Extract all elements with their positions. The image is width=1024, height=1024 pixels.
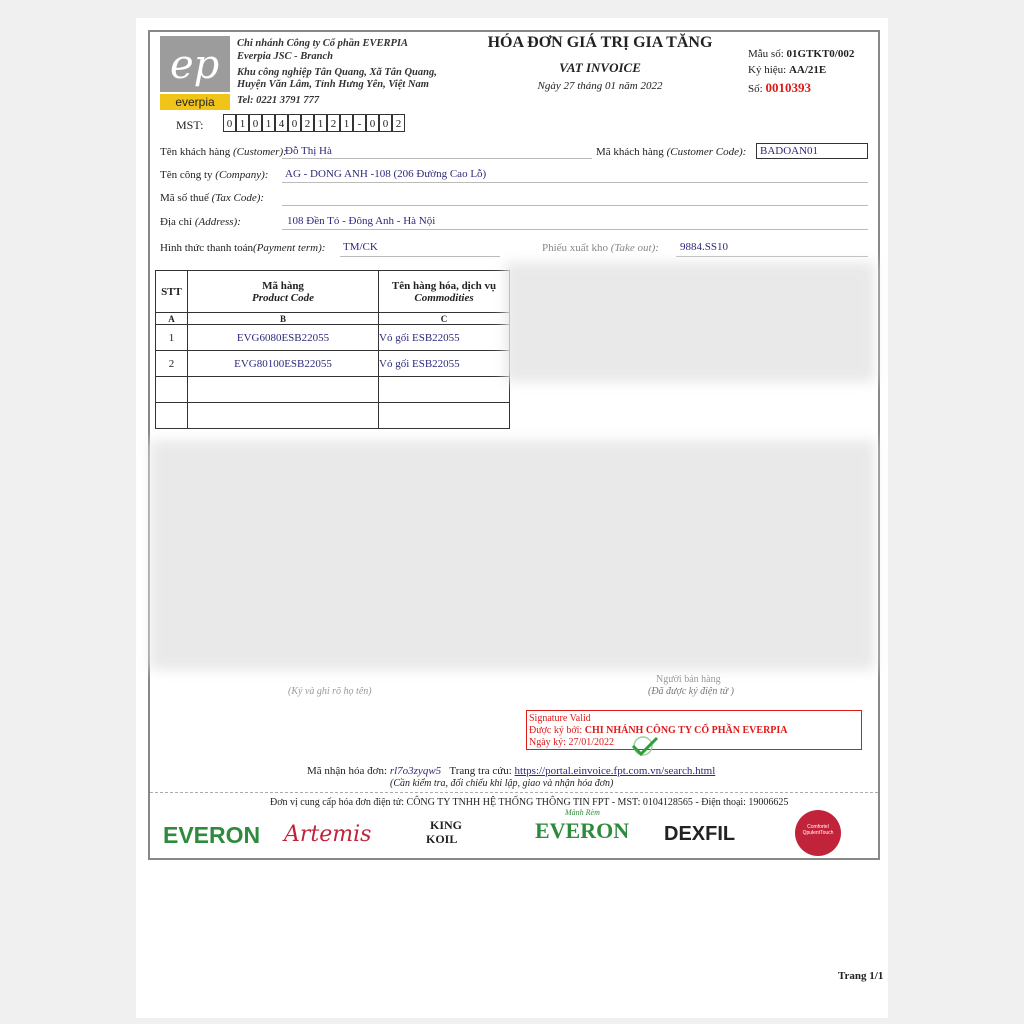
company-label: Tên công ty (Company): bbox=[160, 169, 269, 181]
everpia-logo bbox=[160, 36, 230, 110]
king-logo: KING bbox=[430, 818, 463, 832]
buyer-signature-note: (Ký và ghi rõ họ tên) bbox=[288, 686, 372, 697]
provider-info: Đơn vị cung cấp hóa đơn điện tử: CÔNG TY TNHH HỆ THỐNG THÔNG TIN FPT - MST: 0104128565 - Điện thoại: 19006625 bbox=[270, 797, 789, 808]
page-indicator: Trang 1/1 bbox=[838, 970, 884, 982]
customer-name-value: Đỗ Thị Hà bbox=[285, 145, 332, 157]
blurred-columns bbox=[505, 262, 875, 382]
mst-digit: 1 bbox=[236, 114, 249, 132]
col-name-header: Tên hàng hóa, dịch vụ Commodities bbox=[379, 271, 510, 313]
items-table bbox=[155, 270, 510, 429]
seller-label: Người bán hàng bbox=[656, 674, 721, 685]
logo-wordmark: everpia bbox=[175, 95, 215, 109]
koil-logo: KOIL bbox=[426, 832, 458, 846]
invoice-number: Số: 0010393 bbox=[748, 80, 811, 95]
svg-text:ep: ep bbox=[170, 42, 220, 88]
lookup-note: (Cần kiểm tra, đối chiếu khi lập, giao và nhận hóa đơn) bbox=[390, 778, 614, 789]
serial-number: Ký hiệu: AA/21E bbox=[748, 64, 827, 76]
comfortel-logo: Comfortel QpulentTouch bbox=[795, 810, 841, 856]
lookup-code: rl7o3zyqw5 bbox=[389, 765, 442, 777]
col-b-letter: B bbox=[188, 313, 379, 325]
blurred-totals bbox=[150, 440, 875, 670]
mst-digit: 2 bbox=[301, 114, 314, 132]
col-stt-header: STT bbox=[156, 271, 188, 313]
mst-digit: 0 bbox=[288, 114, 301, 132]
customer-name-label: Tên khách hàng (Customer): bbox=[160, 146, 287, 158]
seller-signature-note: (Đã được ký điện tử ) bbox=[648, 686, 734, 697]
company-address-1: Khu công nghiệp Tân Quang, Xã Tân Quang, bbox=[237, 67, 437, 78]
lookup-line: Mã nhận hóa đơn: rl7o3zyqw5 Trang tra cứu: https://portal.einvoice.fpt.com.vn/search.html bbox=[307, 765, 716, 777]
customer-code-field: BADOAN01 bbox=[756, 143, 868, 159]
artemis-logo: Artemis bbox=[284, 822, 372, 847]
ep-logo-icon bbox=[166, 40, 224, 88]
company-value: AG - DONG ANH -108 (206 Đường Cao Lỗ) bbox=[285, 168, 487, 180]
table-row: 1 EVG6080ESB22055 Vỏ gối ESB22055 bbox=[156, 325, 510, 351]
mst-digit: 4 bbox=[275, 114, 288, 132]
customer-code-label: Mã khách hàng (Customer Code): bbox=[596, 146, 747, 158]
col-c-letter: C bbox=[379, 313, 510, 325]
tax-code-label: Mã số thuế (Tax Code): bbox=[160, 192, 265, 204]
invoice-subtitle: VAT INVOICE bbox=[559, 60, 641, 75]
address-label: Địa chỉ (Address): bbox=[160, 216, 241, 228]
company-tel: Tel: 0221 3791 777 bbox=[237, 95, 320, 106]
col-a-letter: A bbox=[156, 313, 188, 325]
signature-valid: Signature Valid bbox=[529, 713, 591, 724]
table-row: 2 EVG80100ESB22055 Vỏ gối ESB22055 bbox=[156, 351, 510, 377]
invoice-title: HÓA ĐƠN GIÁ TRỊ GIA TĂNG bbox=[487, 34, 713, 51]
address-value: 108 Đền Tó - Đông Anh - Hà Nội bbox=[287, 215, 436, 227]
payment-term-value: TM/CK bbox=[343, 241, 378, 253]
form-number: Mẫu số: 01GTKT0/002 bbox=[748, 48, 855, 60]
company-branch: Chi nhánh Công ty Cổ phần EVERPIA bbox=[237, 38, 408, 49]
mst-digit: 1 bbox=[314, 114, 327, 132]
dexfil-logo: DEXFIL bbox=[664, 823, 736, 845]
mst-digit: 2 bbox=[327, 114, 340, 132]
take-out-value: 9884.SS10 bbox=[680, 241, 728, 253]
mst-digit: 1 bbox=[340, 114, 353, 132]
mst-digit: 0 bbox=[366, 114, 379, 132]
take-out-label: Phiếu xuất kho (Take out): bbox=[542, 242, 659, 254]
mst-digit: 0 bbox=[249, 114, 262, 132]
payment-term-label: Hình thức thanh toán(Payment term): bbox=[160, 242, 326, 254]
company-branch-en: Everpia JSC - Branch bbox=[237, 51, 333, 62]
manh-rem-label: Mành Rèm bbox=[565, 808, 600, 817]
col-code-header: Mã hàng Product Code bbox=[188, 271, 379, 313]
invoice-date: Ngày 27 tháng 01 năm 2022 bbox=[537, 80, 663, 92]
mst-digit: 1 bbox=[262, 114, 275, 132]
everon-logo: EVERON bbox=[163, 822, 261, 848]
mst-digit: - bbox=[353, 114, 366, 132]
sign-date: Ngày ký: 27/01/2022 bbox=[529, 737, 614, 748]
everon-rem-logo: EVERON bbox=[535, 818, 630, 843]
signed-by: Được ký bởi: CHI NHÁNH CÔNG TY CỔ PHẦN EVERPIA bbox=[529, 725, 788, 736]
mst-digit: 0 bbox=[223, 114, 236, 132]
signature-valid-box bbox=[526, 710, 862, 750]
company-address-2: Huyện Văn Lâm, Tỉnh Hưng Yên, Việt Nam bbox=[237, 79, 429, 90]
mst-digit: 0 bbox=[379, 114, 392, 132]
checkmark-icon bbox=[629, 735, 659, 757]
mst-label: MST: bbox=[176, 118, 204, 132]
lookup-link[interactable]: https://portal.einvoice.fpt.com.vn/search.html bbox=[514, 765, 716, 777]
mst-digit: 2 bbox=[392, 114, 405, 132]
